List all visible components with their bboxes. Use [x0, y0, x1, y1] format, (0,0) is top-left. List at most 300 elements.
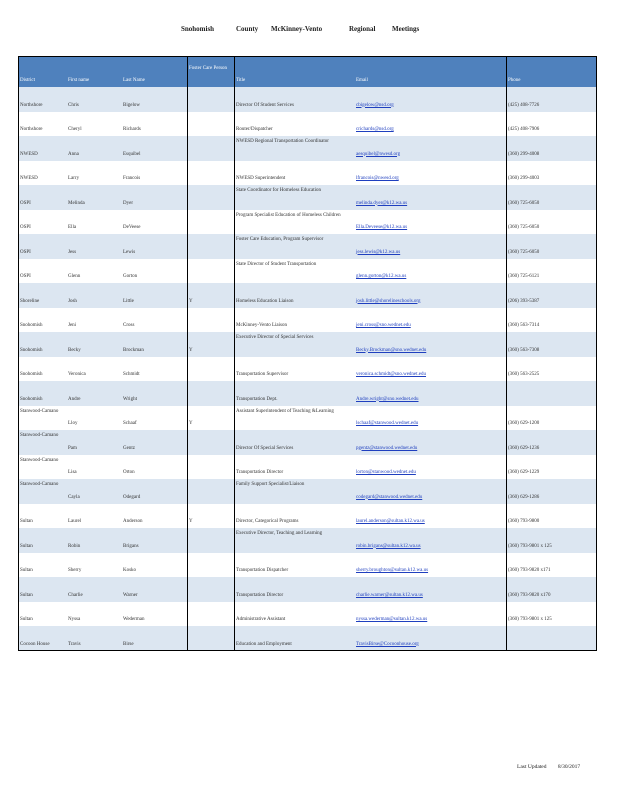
cell-text: Stanwood-Camano — [20, 482, 59, 487]
cell-email[interactable] — [354, 381, 506, 406]
cell-last — [121, 528, 187, 553]
cell-text: Snohomish — [20, 323, 43, 328]
cell-district — [18, 283, 66, 308]
cell-foster — [187, 112, 234, 137]
table-row — [18, 479, 597, 504]
cell-text: Travis — [68, 641, 81, 647]
email-link[interactable]: TravisBirse@Cocoonhouse.org — [356, 641, 419, 647]
cell-email[interactable] — [354, 87, 506, 112]
cell-district — [18, 602, 66, 627]
cell-text: NWESD Regional Transportation Coordinator — [236, 139, 329, 144]
cell-text: Chris — [68, 102, 79, 108]
cell-text: Esquibel — [123, 151, 141, 157]
cell-text: Router/Dispatcher — [236, 127, 273, 132]
cell-phone — [506, 283, 597, 308]
cell-title — [234, 332, 354, 357]
cell-text: Snohomish — [20, 347, 43, 353]
cell-text: Sultan — [20, 568, 33, 573]
cell-district — [18, 112, 66, 137]
cell-email[interactable] — [354, 455, 506, 480]
cell-text: Glenn — [68, 274, 81, 279]
table-gridline — [234, 56, 235, 651]
cell-title — [234, 308, 354, 333]
cell-first — [66, 381, 121, 406]
cell-foster — [187, 577, 234, 602]
cell-first — [66, 332, 121, 357]
email-link[interactable]: veronica.schmidt@sno.wednet.edu — [356, 372, 427, 377]
cell-phone — [506, 332, 597, 357]
title-part: County — [236, 25, 259, 33]
email-link[interactable]: laurel.anderson@sultan.k12.wa.us — [356, 519, 425, 524]
cell-first — [66, 357, 121, 382]
cell-text: NWESD — [20, 151, 38, 157]
table-header-row — [18, 56, 597, 87]
cell-title — [234, 577, 354, 602]
email-link[interactable]: lorton@stanwood.wednet.edu — [356, 470, 416, 475]
cell-first — [66, 185, 121, 210]
cell-email[interactable] — [354, 308, 506, 333]
cell-first — [66, 528, 121, 553]
cell-text: (360) 299-4003 — [508, 176, 540, 181]
cell-first — [66, 136, 121, 161]
cell-first — [66, 504, 121, 529]
cell-text: Birse — [123, 641, 134, 647]
cell-title — [234, 626, 354, 651]
cell-text: Family Support Specialist/Liaison — [236, 482, 305, 487]
cell-title — [234, 602, 354, 627]
table-body — [18, 87, 597, 651]
cell-text: (360) 793-9800 — [508, 519, 540, 524]
cell-first — [66, 602, 121, 627]
cell-foster — [187, 136, 234, 161]
title-part: Meetings — [392, 25, 420, 33]
cell-first — [66, 234, 121, 259]
cell-text: Transportation Dept. — [236, 396, 278, 402]
cell-text: Schaaf — [123, 421, 137, 426]
cell-email[interactable] — [354, 553, 506, 578]
table-row — [18, 185, 597, 210]
cell-text: Lewis — [123, 249, 136, 255]
cell-district — [18, 87, 66, 112]
email-link[interactable]: glenn.gorton@k12.wa.us — [356, 274, 407, 279]
cell-email[interactable] — [354, 234, 506, 259]
cell-text: (360) 629-1286 — [508, 494, 540, 500]
cell-text: Sherry — [68, 568, 82, 573]
cell-email[interactable] — [354, 185, 506, 210]
cell-title — [234, 553, 354, 578]
cell-text: Charlie — [68, 592, 83, 598]
cell-text: Homeless Education Liaison — [236, 298, 294, 304]
cell-foster — [187, 308, 234, 333]
cell-text: Sultan — [20, 519, 33, 524]
cell-title — [234, 234, 354, 259]
cell-text: Larry — [68, 176, 80, 181]
cell-text: OSPI — [20, 249, 31, 255]
cell-phone — [506, 577, 597, 602]
cell-phone — [506, 87, 597, 112]
cell-foster — [187, 161, 234, 186]
cell-foster — [187, 553, 234, 578]
cell-district — [18, 332, 66, 357]
cell-last — [121, 87, 187, 112]
contact-table — [18, 56, 597, 651]
cell-email[interactable] — [354, 479, 506, 504]
cell-text: Little — [123, 298, 134, 304]
cell-text: (360) 793-9801 x 125 — [508, 617, 552, 622]
cell-text: (360) 629-1200 — [508, 421, 540, 426]
cell-text: Anna — [68, 151, 79, 157]
cell-text: Executive Director, Teaching and Learning — [236, 531, 323, 536]
header-last-name: Last Name — [123, 78, 145, 83]
cell-title — [234, 210, 354, 235]
cell-first — [66, 553, 121, 578]
cell-text: Pam — [68, 445, 77, 451]
title-part: Regional — [349, 25, 376, 33]
cell-text: Nyssa — [68, 617, 81, 622]
cell-text: Wright — [123, 396, 137, 402]
cell-foster — [187, 626, 234, 651]
cell-email[interactable] — [354, 430, 506, 455]
email-link[interactable]: lschaaf@stanwood.wednet.edu — [356, 421, 419, 426]
last-updated-label: Last Updated — [517, 764, 547, 770]
title-part: Snohomish — [181, 25, 215, 33]
email-link[interactable]: josh.little@shorelineschools.org — [356, 298, 421, 304]
cell-text: Ella — [68, 225, 77, 230]
table-row — [18, 308, 597, 333]
email-link[interactable]: lfrancois@nwesd.org — [356, 176, 399, 181]
cell-text: Lisa — [68, 470, 77, 475]
cell-text: Northshore — [20, 102, 43, 108]
cell-email[interactable] — [354, 259, 506, 284]
cell-foster — [187, 87, 234, 112]
cell-first — [66, 430, 121, 455]
cell-text: Gentz — [123, 445, 135, 451]
table-row — [18, 602, 597, 627]
cell-text: Transportation Director — [236, 470, 284, 475]
cell-foster — [187, 259, 234, 284]
cell-first — [66, 626, 121, 651]
cell-email[interactable] — [354, 528, 506, 553]
cell-text: (360) 563-7308 — [508, 347, 540, 353]
header-phone: Phone — [508, 78, 521, 83]
cell-district — [18, 185, 66, 210]
cell-text: (360) 563-7314 — [508, 323, 540, 328]
cell-text: (360) 725-6050 — [508, 225, 540, 230]
header-title: Title — [236, 78, 246, 83]
cell-first — [66, 112, 121, 137]
cell-foster — [187, 283, 234, 308]
cell-text: (360) 563-2525 — [508, 372, 540, 377]
cell-title — [234, 430, 354, 455]
table-row — [18, 626, 597, 651]
cell-phone — [506, 381, 597, 406]
cell-first — [66, 406, 121, 431]
cell-title — [234, 136, 354, 161]
cell-last — [121, 234, 187, 259]
cell-email[interactable] — [354, 332, 506, 357]
cell-text: (360) 793-9820 x171 — [508, 568, 551, 573]
cell-first — [66, 455, 121, 480]
cell-text: (425) 408-7726 — [508, 102, 540, 108]
cell-foster — [187, 381, 234, 406]
cell-district — [18, 234, 66, 259]
cell-email[interactable] — [354, 602, 506, 627]
cell-text: Dyer — [123, 200, 133, 206]
cell-text: Melinda — [68, 200, 85, 206]
email-link[interactable]: codegard@stanwood.wednet.edu — [356, 494, 423, 500]
cell-text: Gorton — [123, 274, 138, 279]
table-gridline — [596, 56, 597, 651]
cell-text: Stanwood-Camano — [20, 408, 59, 414]
cell-text: Program Specialist Education of Homeless Children — [236, 212, 341, 218]
cell-text: Northshore — [20, 127, 43, 132]
cell-text: NWESD Superintendent — [236, 176, 286, 181]
cell-text: State Coordinator for Homeless Education — [236, 188, 321, 193]
cell-phone — [506, 406, 597, 431]
table-row — [18, 136, 597, 161]
cell-last — [121, 185, 187, 210]
table-row — [18, 553, 597, 578]
cell-last — [121, 161, 187, 186]
email-link[interactable]: Becky.Brockman@sno.wednet.edu — [356, 347, 427, 353]
cell-text: Y — [189, 519, 193, 524]
cell-text: Transportation Dispatcher — [236, 568, 289, 573]
cell-text: (360) 793-9820 x170 — [508, 592, 551, 598]
cell-text: Brigans — [123, 543, 139, 549]
email-link[interactable]: nyssa.wederman@sultan.k12.wa.us — [356, 617, 428, 622]
cell-phone — [506, 259, 597, 284]
cell-text: Y — [189, 347, 193, 353]
cell-phone — [506, 185, 597, 210]
email-link[interactable]: aesquibel@nwesd.org — [356, 151, 401, 157]
cell-district — [18, 308, 66, 333]
cell-first — [66, 259, 121, 284]
cell-text: Richards — [123, 127, 141, 132]
table-row — [18, 357, 597, 382]
cell-text: Snohomish — [20, 372, 43, 377]
cell-email[interactable] — [354, 161, 506, 186]
cell-text: Director Of Student Services — [236, 102, 294, 108]
cell-district — [18, 430, 66, 455]
email-link[interactable]: jeni.cross@sno.wednet.edu — [356, 323, 411, 328]
cell-email[interactable] — [354, 136, 506, 161]
cell-text: Sultan — [20, 592, 33, 598]
table-row — [18, 406, 597, 431]
cell-text: Director Of Special Services — [236, 445, 294, 451]
cell-email[interactable] — [354, 626, 506, 651]
cell-text: Becky — [68, 347, 81, 353]
cell-foster — [187, 455, 234, 480]
cell-text: Transportation Director — [236, 592, 284, 598]
cell-text: Jess — [68, 249, 77, 255]
cell-district — [18, 357, 66, 382]
cell-last — [121, 259, 187, 284]
email-link[interactable]: Andre.wright@sno.wednet.edu — [356, 396, 419, 402]
cell-title — [234, 381, 354, 406]
cell-last — [121, 430, 187, 455]
email-link[interactable]: pgentz@stanwood.wednet.edu — [356, 445, 418, 451]
cell-email[interactable] — [354, 406, 506, 431]
cell-email[interactable] — [354, 577, 506, 602]
cell-last — [121, 553, 187, 578]
cell-district — [18, 210, 66, 235]
header-first-name: First name — [68, 78, 90, 83]
cell-text: Warner — [123, 592, 138, 598]
cell-phone — [506, 112, 597, 137]
cell-text: (425) 408-7906 — [508, 127, 540, 132]
cell-text: Education and Employment — [236, 641, 292, 647]
email-link[interactable]: robin.brigans@sultan.k12.wa.us — [356, 543, 421, 549]
table-gridline — [18, 650, 597, 651]
cell-text: Executive Director of Special Services — [236, 335, 314, 340]
cell-text: Foster Care Education, Program Supervisor — [236, 237, 324, 242]
cell-first — [66, 577, 121, 602]
table-gridline — [506, 56, 507, 651]
cell-title — [234, 112, 354, 137]
cell-text: Josh — [68, 298, 77, 304]
cell-text: OSPI — [20, 200, 31, 206]
email-link[interactable]: melinda.dyer@k12.wa.us — [356, 200, 408, 206]
cell-email[interactable] — [354, 112, 506, 137]
cell-text: Veronica — [68, 372, 86, 377]
cell-text: (360) 725-6050 — [508, 200, 540, 206]
cell-last — [121, 283, 187, 308]
cell-text: DeVeese — [123, 225, 141, 230]
cell-text: Jeni — [68, 323, 77, 328]
header-district: District — [20, 78, 35, 83]
cell-text: Laurel — [68, 519, 82, 524]
cell-text: Robin — [68, 543, 81, 549]
cell-text: (360) 725-6121 — [508, 274, 540, 279]
last-updated-date: 8/30/2017 — [557, 764, 581, 770]
cell-title — [234, 87, 354, 112]
table-row — [18, 430, 597, 455]
email-link[interactable]: crichards@nsd.org — [356, 127, 394, 132]
cell-title — [234, 185, 354, 210]
cell-last — [121, 112, 187, 137]
cell-title — [234, 406, 354, 431]
cell-phone — [506, 136, 597, 161]
cell-phone — [506, 479, 597, 504]
cell-last — [121, 308, 187, 333]
cell-last — [121, 210, 187, 235]
cell-phone — [506, 234, 597, 259]
cell-text: Snohomish — [20, 396, 43, 402]
cell-district — [18, 259, 66, 284]
header-foster-care: Foster Care Person — [189, 66, 228, 71]
cell-phone — [506, 553, 597, 578]
cell-email[interactable] — [354, 210, 506, 235]
cell-email[interactable] — [354, 504, 506, 529]
cell-first — [66, 308, 121, 333]
cell-text: Director, Categorical Programs — [236, 519, 299, 524]
email-link[interactable]: jess.lewis@k12.wa.us — [356, 249, 401, 255]
last-updated — [517, 764, 590, 770]
cell-text: Stanwood-Camano — [20, 433, 59, 438]
header-email: Email — [356, 78, 368, 83]
cell-phone — [506, 626, 597, 651]
cell-last — [121, 504, 187, 529]
cell-title — [234, 283, 354, 308]
cell-title — [234, 455, 354, 480]
cell-phone — [506, 161, 597, 186]
table-row — [18, 332, 597, 357]
cell-district — [18, 381, 66, 406]
cell-first — [66, 479, 121, 504]
cell-foster — [187, 528, 234, 553]
email-link[interactable]: charlie.warner@sultan.k12.wa.us — [356, 592, 423, 598]
cell-foster — [187, 479, 234, 504]
cell-text: Cheryl — [68, 127, 82, 132]
cell-text: (360) 629-1229 — [508, 470, 540, 475]
cell-district — [18, 479, 66, 504]
cell-text: Assistant Superintendent of Teaching &Learning — [236, 408, 334, 414]
cell-last — [121, 577, 187, 602]
cell-title — [234, 479, 354, 504]
cell-email[interactable] — [354, 357, 506, 382]
cell-text: (206) 393-5387 — [508, 298, 540, 304]
cell-last — [121, 357, 187, 382]
table-row — [18, 87, 597, 112]
cell-first — [66, 210, 121, 235]
cell-text: Lloy — [68, 421, 78, 426]
cell-title — [234, 504, 354, 529]
cell-text: Y — [189, 421, 193, 426]
table-gridline — [18, 56, 597, 57]
table-row — [18, 112, 597, 137]
table-row — [18, 161, 597, 186]
cell-foster — [187, 357, 234, 382]
cell-text: OSPI — [20, 274, 31, 279]
cell-last — [121, 479, 187, 504]
cell-last — [121, 626, 187, 651]
table-row — [18, 528, 597, 553]
email-link[interactable]: sherry.broughton@sultan.k12.wa.us — [356, 568, 429, 573]
cell-text: (360) 793-9801 x 125 — [508, 543, 552, 549]
email-link[interactable]: Ella.Deveese@k12.wa.us — [356, 225, 408, 230]
cell-district — [18, 553, 66, 578]
table-gridline — [187, 56, 188, 651]
cell-district — [18, 455, 66, 480]
cell-email[interactable] — [354, 283, 506, 308]
cell-district — [18, 504, 66, 529]
cell-text: Bigelow — [123, 102, 140, 108]
cell-last — [121, 381, 187, 406]
table-row — [18, 381, 597, 406]
cell-text: (360) 725-6050 — [508, 249, 540, 255]
cell-text: Schmidt — [123, 372, 140, 377]
cell-text: Cross — [123, 323, 135, 328]
title-part: McKinney-Vento — [271, 25, 323, 33]
cell-first — [66, 283, 121, 308]
cell-text: Transportation Supervisor — [236, 372, 289, 377]
cell-text: OSPI — [20, 225, 31, 230]
cell-text: Anderson — [123, 519, 143, 524]
cell-text: Stanwood-Camano — [20, 457, 59, 463]
table-row — [18, 455, 597, 480]
cell-phone — [506, 308, 597, 333]
cell-last — [121, 455, 187, 480]
cell-foster — [187, 406, 234, 431]
cell-text: Sultan — [20, 543, 33, 549]
cell-text: Cocoon House — [20, 641, 50, 647]
cell-phone — [506, 430, 597, 455]
email-link[interactable]: cbigelow@nsd.org — [356, 102, 394, 108]
cell-text: Shoreline — [20, 298, 40, 304]
cell-title — [234, 357, 354, 382]
cell-last — [121, 332, 187, 357]
cell-text: Kosko — [123, 568, 137, 573]
